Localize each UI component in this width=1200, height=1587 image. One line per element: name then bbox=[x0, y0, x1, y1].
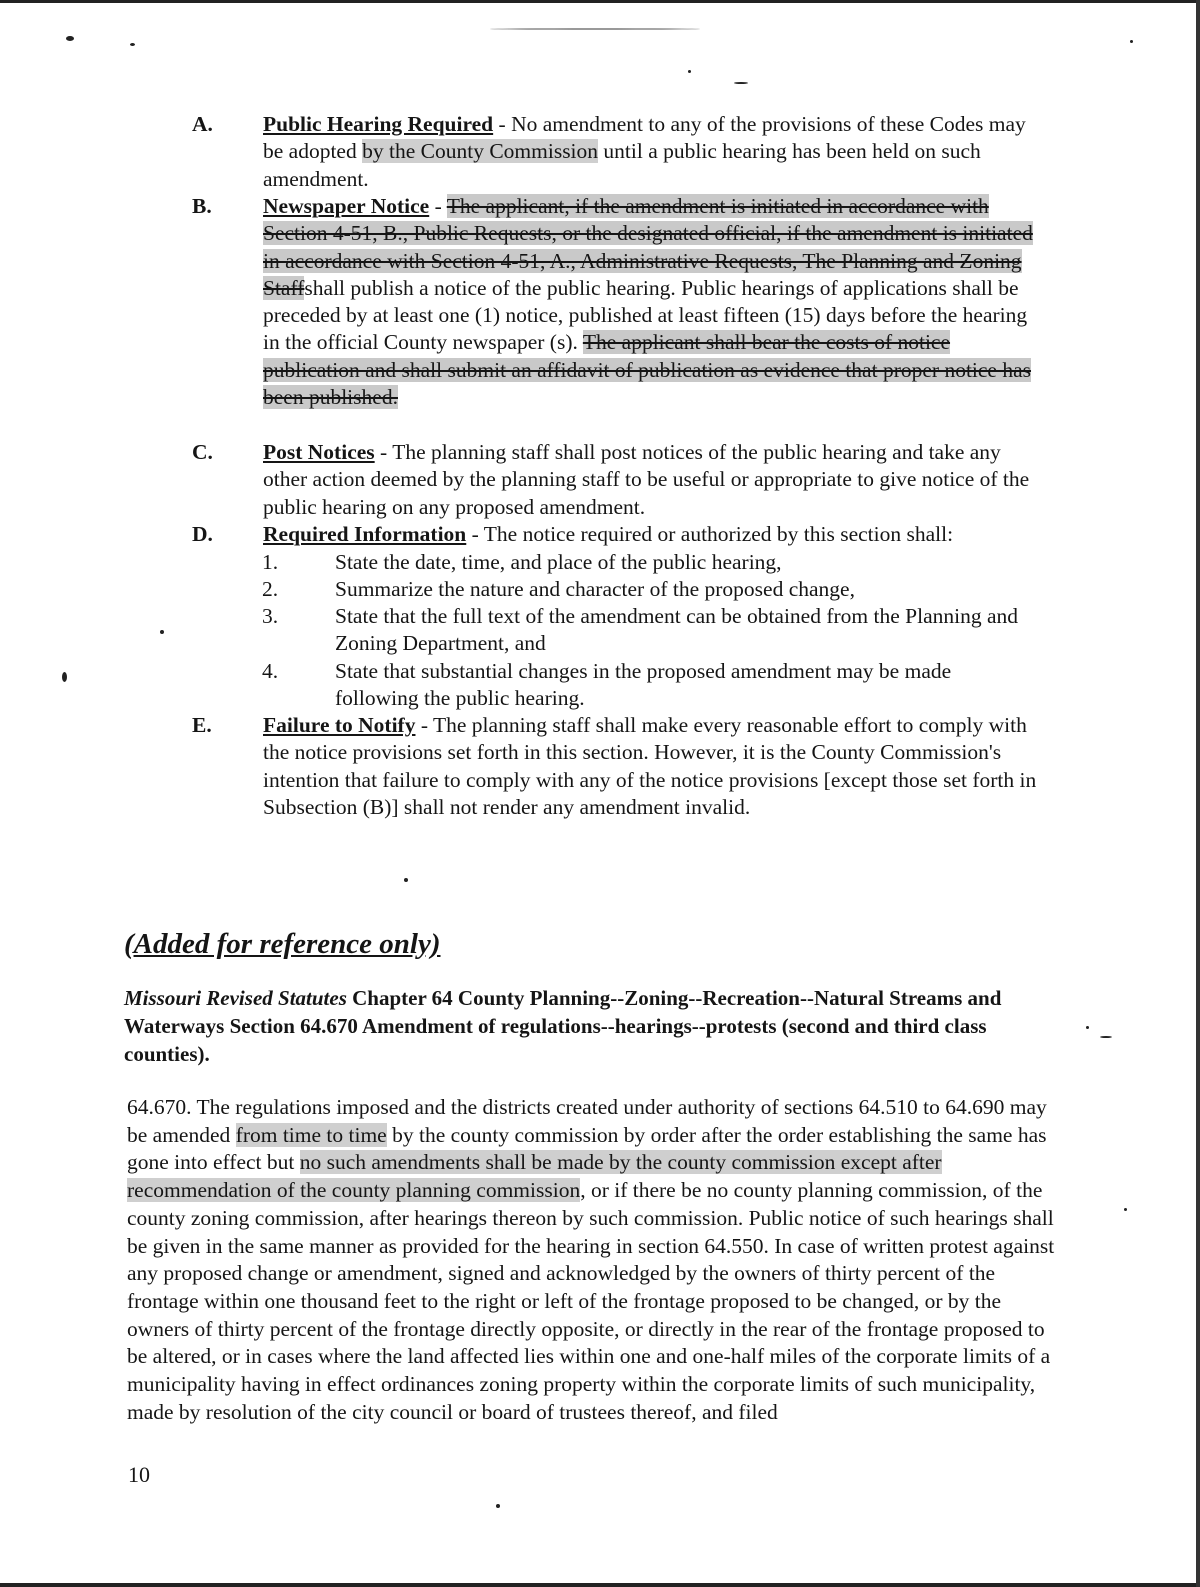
list-number: 1. bbox=[262, 550, 279, 574]
section-letter: B. bbox=[192, 194, 212, 218]
list-item bbox=[262, 576, 1022, 603]
scan-border-top bbox=[0, 0, 1200, 3]
section-heading: Failure to Notify bbox=[263, 713, 416, 737]
section-text: The planning staff shall make every reasonable effort to comply with the notice provisions set forth in this section. However, it is the County Commission's intention that failure to comply with any of the notice provisions [except those set forth in Subsection (B)] shall not render any amendment invalid. bbox=[263, 713, 1037, 819]
heading-separator: - bbox=[493, 112, 512, 136]
list-item bbox=[262, 603, 1022, 658]
list-number: 4. bbox=[262, 659, 279, 683]
scan-speck bbox=[66, 36, 74, 41]
reference-title: (Added for reference only) bbox=[124, 928, 441, 960]
statute-heading bbox=[124, 984, 1044, 1068]
scan-speck bbox=[688, 70, 691, 73]
list-number: 2. bbox=[262, 577, 279, 601]
section-text: No amendment to any of the provisions of these Codes may be adopted bbox=[263, 112, 1026, 164]
statute-text: by the county commission by order after the order establishing the same has gone into effect but bbox=[127, 1122, 1047, 1175]
scan-speck bbox=[1086, 1026, 1089, 1029]
section-d bbox=[192, 521, 1042, 548]
section-letter: D. bbox=[192, 522, 213, 546]
statute-text: , or if there be no county planning commission, of the county zoning commission, after hearings thereon by such commission. Public notice of such hearings shall be given in the same manner as provided for the hearing in section 64.550. In case of written protest against any proposed change or amendment, signed and acknowledged by the owners of thirty percent of the frontage within one thousand feet to the right or left of the frontage proposed to be changed, or by the owners of thirty percent of the frontage directly opposite, or directly in the rear of the frontage proposed to be altered, or in cases where the land affected lies within one and one-half miles of the corporate limits of a municipality having in effect ordinances zoning property within the corporate limits of such municipality, made by resolution of the city council or board of trustees thereof, and filed bbox=[127, 1178, 1055, 1424]
scan-speck bbox=[62, 672, 67, 682]
statute-text: 64.670. The regulations imposed and the districts created under authority of sections 64.510 to 64.690 may be amended bbox=[127, 1095, 1047, 1147]
struck-text: The applicant, if the amendment is initiated in accordance with Section 4-51, B., Public Requests, or the designated official, if the amendment is initiated in accordance with Section 4-51, A., Administrative Requests, The Planning and Zoning Staff bbox=[263, 194, 1033, 300]
statute-body bbox=[127, 1094, 1062, 1426]
statute-source: Missouri Revised Statutes bbox=[124, 986, 347, 1010]
heading-separator: - bbox=[415, 713, 433, 737]
section-c bbox=[192, 439, 1042, 521]
scan-speck bbox=[1130, 40, 1133, 43]
scan-speck bbox=[404, 878, 408, 882]
section-text: until a public hearing has been held on such amendment. bbox=[263, 139, 981, 191]
heading-separator: - bbox=[466, 522, 484, 546]
list-item bbox=[262, 658, 1022, 713]
section-letter: C. bbox=[192, 440, 213, 464]
list-text: State that the full text of the amendment can be obtained from the Planning and Zoning Department, and bbox=[335, 604, 1019, 656]
scan-border-bottom bbox=[0, 1583, 1200, 1587]
section-heading: Newspaper Notice bbox=[263, 194, 430, 218]
section-heading: Post Notices bbox=[263, 440, 375, 464]
section-text: The planning staff shall post notices of the public hearing and take any other action deemed by the planning staff to be useful or appropriate to give notice of the public hearing on any proposed amendment. bbox=[263, 440, 1030, 519]
section-text: The notice required or authorized by this section shall: bbox=[483, 522, 954, 546]
list-text: State that substantial changes in the proposed amendment may be made following the public hearing. bbox=[335, 659, 952, 711]
section-text: shall publish a notice of the public hearing. Public hearings of applications shall be preceded by at least one (1) notice, published at least fifteen (15) days before the hearing in the official County newspaper (s). bbox=[263, 275, 1028, 355]
page-number: 10 bbox=[128, 1462, 150, 1487]
section-e bbox=[192, 712, 1042, 821]
scan-speck bbox=[130, 43, 135, 46]
section-b bbox=[192, 193, 1042, 411]
struck-text: The applicant shall bear the costs of notice publication and shall submit an affidavit of publication as evidence that proper notice has been published. bbox=[263, 330, 1032, 410]
shaded-text: from time to time bbox=[235, 1122, 387, 1147]
list-text: Summarize the nature and character of the proposed change, bbox=[335, 577, 855, 601]
scan-speck bbox=[496, 1504, 500, 1508]
shaded-text: by the County Commission bbox=[362, 139, 599, 164]
heading-separator: - bbox=[374, 440, 393, 464]
scan-speck bbox=[490, 28, 700, 30]
scan-speck bbox=[160, 630, 164, 634]
shaded-text: no such amendments shall be made by the county commission except after recommendation of the county planning commission bbox=[127, 1150, 942, 1203]
scan-speck bbox=[1100, 1036, 1112, 1038]
section-letter: A. bbox=[192, 112, 213, 136]
heading-separator: - bbox=[429, 194, 447, 218]
section-a bbox=[192, 111, 1042, 193]
statute-title: Chapter 64 County Planning--Zoning--Recreation--Natural Streams and Waterways Section 64.670 Amendment of regulations--hearings--protests (second and third class counties). bbox=[124, 986, 1002, 1066]
list-number: 3. bbox=[262, 604, 279, 628]
scan-speck bbox=[1124, 1208, 1127, 1211]
scan-border-right bbox=[1196, 0, 1200, 1587]
section-letter: E. bbox=[192, 713, 212, 737]
section-heading: Public Hearing Required bbox=[263, 112, 494, 136]
section-heading: Required Information bbox=[263, 522, 467, 546]
list-text: State the date, time, and place of the public hearing, bbox=[335, 550, 782, 574]
scan-speck bbox=[734, 82, 748, 84]
list-item bbox=[262, 549, 1022, 576]
